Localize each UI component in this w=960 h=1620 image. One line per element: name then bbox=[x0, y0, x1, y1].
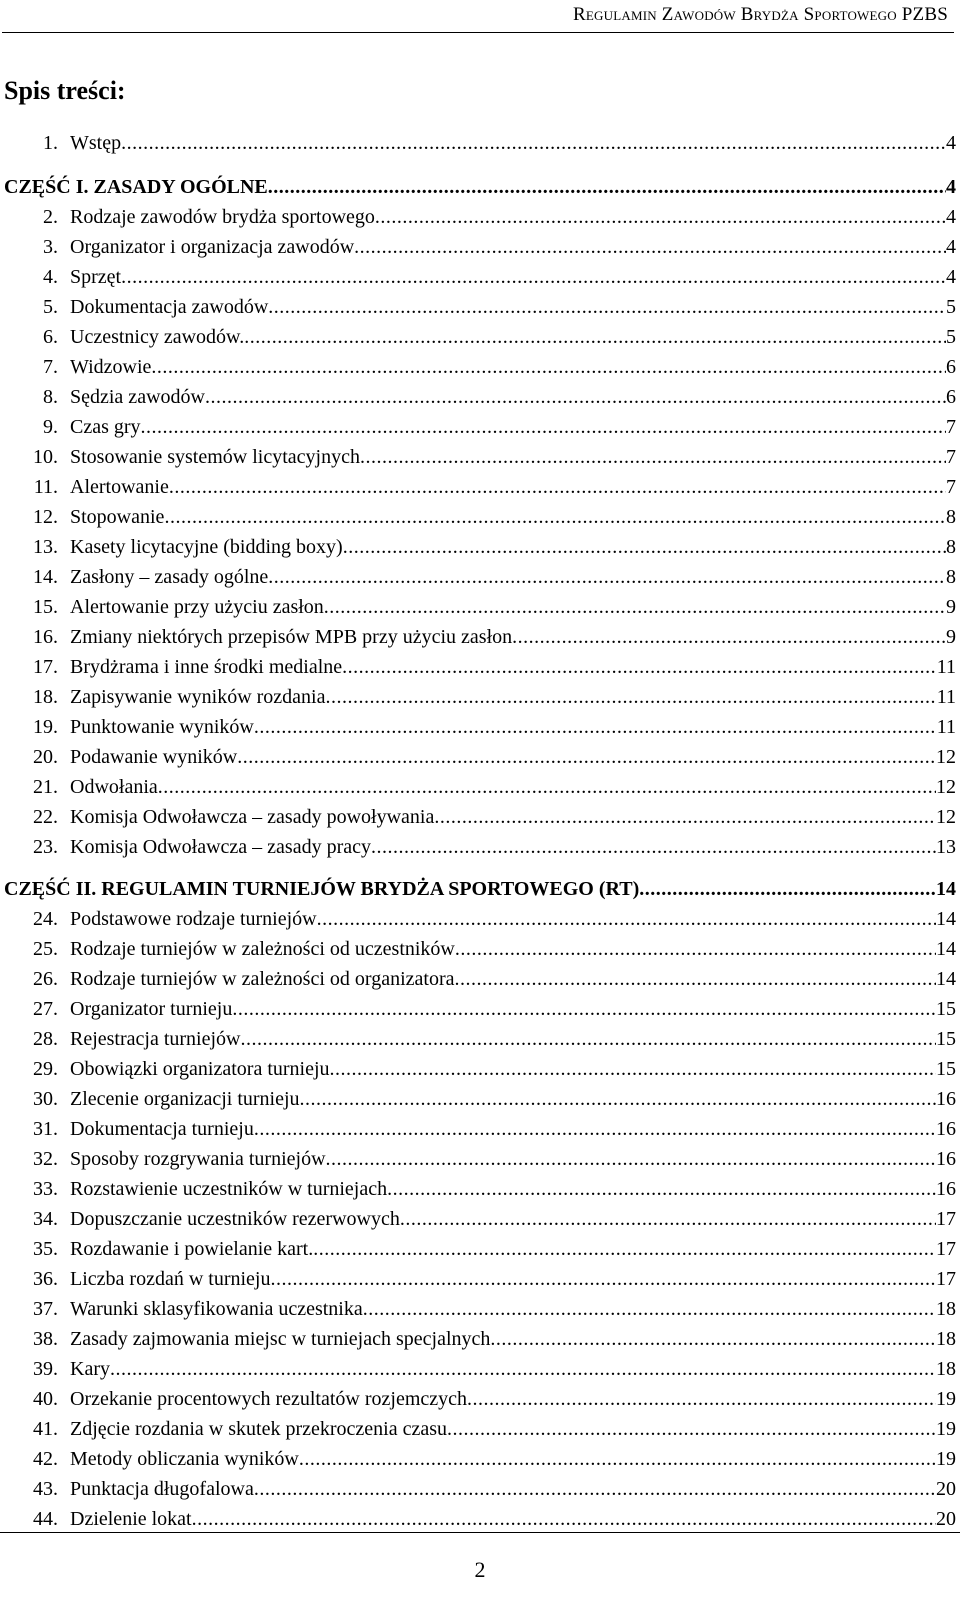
toc-entry-title bbox=[4, 472, 169, 502]
toc-page-number: 14 bbox=[936, 908, 956, 930]
toc-page-number: 8 bbox=[946, 506, 956, 528]
toc-entry-title bbox=[4, 202, 375, 232]
toc-entry-title bbox=[4, 532, 343, 562]
toc-entry-text: Podawanie wyników bbox=[70, 746, 238, 768]
toc-entry[interactable] bbox=[4, 442, 956, 472]
toc-entry-number: 30. bbox=[33, 1088, 58, 1110]
toc-entry-number: 41. bbox=[33, 1418, 58, 1440]
dot-leader bbox=[447, 1414, 936, 1444]
toc-entry-text: Rodzaje zawodów brydża sportowego bbox=[70, 206, 375, 228]
dot-leader bbox=[387, 1174, 936, 1204]
toc-entry[interactable] bbox=[4, 1024, 956, 1054]
toc-entry[interactable] bbox=[4, 832, 956, 862]
toc-entry-text: Rodzaje turniejów w zależności od uczestników bbox=[70, 938, 455, 960]
dot-leader bbox=[354, 232, 946, 262]
dot-leader bbox=[434, 802, 936, 832]
toc-part-heading[interactable] bbox=[4, 874, 956, 904]
dot-leader bbox=[205, 382, 946, 412]
toc-page-number: 11 bbox=[936, 716, 956, 738]
dot-leader bbox=[343, 532, 946, 562]
dot-leader bbox=[151, 352, 946, 382]
toc-entry-number: 16. bbox=[33, 626, 58, 648]
toc-entry[interactable] bbox=[4, 964, 956, 994]
toc-page-number: 9 bbox=[946, 626, 956, 648]
toc-entry[interactable] bbox=[4, 1354, 956, 1384]
toc-entry-title bbox=[4, 1114, 254, 1144]
toc-entry[interactable] bbox=[4, 1234, 956, 1264]
toc-entry-text: Stosowanie systemów licytacyjnych bbox=[70, 446, 360, 468]
toc-entry-number: 4. bbox=[43, 266, 58, 288]
toc-page-number: 14 bbox=[936, 878, 956, 900]
toc-page-number: 17 bbox=[936, 1208, 956, 1230]
dot-leader bbox=[455, 934, 936, 964]
toc-entry[interactable] bbox=[4, 262, 956, 292]
toc-entry-title bbox=[4, 562, 268, 592]
toc-entry-number: 6. bbox=[43, 326, 58, 348]
dot-leader bbox=[400, 1204, 936, 1234]
toc-entry-text: Liczba rozdań w turnieju bbox=[70, 1268, 271, 1290]
dot-leader bbox=[268, 172, 946, 202]
toc-entry-title bbox=[4, 712, 254, 742]
toc-entry-title bbox=[4, 128, 121, 158]
toc-entry[interactable] bbox=[4, 712, 956, 742]
toc-entry-text: Alertowanie bbox=[70, 476, 169, 498]
toc-entry[interactable] bbox=[4, 802, 956, 832]
toc-entry-number: 17. bbox=[33, 656, 58, 678]
dot-leader bbox=[467, 1384, 936, 1414]
toc-entry-title bbox=[4, 802, 434, 832]
toc-entry-text: Orzekanie procentowych rezultatów rozjemczych bbox=[70, 1388, 468, 1410]
toc-entry-number: 28. bbox=[33, 1028, 58, 1050]
toc-page-number: 11 bbox=[936, 686, 956, 708]
toc-entry-text: Odwołania bbox=[70, 776, 158, 798]
toc-page-number: 19 bbox=[936, 1418, 956, 1440]
toc-entry-title bbox=[4, 874, 639, 904]
toc-page-number: 12 bbox=[936, 776, 956, 798]
toc-page-number: 14 bbox=[936, 938, 956, 960]
toc-entry-title bbox=[4, 1204, 400, 1234]
dot-leader bbox=[268, 562, 946, 592]
toc-entry-text: Warunki sklasyfikowania uczestnika bbox=[70, 1298, 363, 1320]
toc-page-number: 17 bbox=[936, 1268, 956, 1290]
toc-entry[interactable] bbox=[4, 502, 956, 532]
toc-entry-title bbox=[4, 232, 354, 262]
toc-entry-number: 13. bbox=[33, 536, 58, 558]
toc-entry-text: Czas gry bbox=[70, 416, 141, 438]
dot-leader bbox=[164, 502, 946, 532]
toc-entry-title bbox=[4, 1414, 447, 1444]
toc-entry-title bbox=[4, 1024, 241, 1054]
toc-page-number: 4 bbox=[946, 132, 956, 154]
toc-entry-text: Obowiązki organizatora turnieju bbox=[70, 1058, 330, 1080]
toc-entry-title bbox=[4, 1174, 387, 1204]
toc-entry[interactable] bbox=[4, 1384, 956, 1414]
toc-entry[interactable] bbox=[4, 322, 956, 352]
dot-leader bbox=[141, 412, 946, 442]
dot-leader bbox=[325, 682, 936, 712]
toc-entry-text: Zasady zajmowania miejsc w turniejach specjalnych bbox=[70, 1328, 491, 1350]
dot-leader bbox=[299, 1444, 936, 1474]
toc-page-number: 20 bbox=[936, 1508, 956, 1530]
toc-entry-title bbox=[4, 964, 454, 994]
toc-entry-number: 36. bbox=[33, 1268, 58, 1290]
toc-entry-text: Organizator turnieju bbox=[70, 998, 233, 1020]
toc-page-number: 16 bbox=[936, 1118, 956, 1140]
toc-entry-text: Uczestnicy zawodów. bbox=[70, 326, 245, 348]
table-of-contents bbox=[4, 128, 956, 1534]
toc-entry[interactable] bbox=[4, 1504, 956, 1534]
toc-entry[interactable] bbox=[4, 1414, 956, 1444]
toc-entry-title bbox=[4, 1054, 330, 1084]
toc-entry[interactable] bbox=[4, 1324, 956, 1354]
toc-entry-number: 1. bbox=[43, 132, 58, 154]
toc-page-number: 18 bbox=[936, 1298, 956, 1320]
toc-entry[interactable] bbox=[4, 994, 956, 1024]
toc-entry-text: Zdjęcie rozdania w skutek przekroczenia czasu bbox=[70, 1418, 448, 1440]
dot-leader bbox=[121, 262, 946, 292]
toc-entry-number: 33. bbox=[33, 1178, 58, 1200]
footer-rule bbox=[0, 1532, 960, 1533]
toc-entry-title bbox=[4, 382, 205, 412]
toc-entry[interactable] bbox=[4, 1444, 956, 1474]
toc-entry-text: CZĘŚĆ II. REGULAMIN TURNIEJÓW BRYDŻA SPORTOWEGO (RT) bbox=[4, 878, 640, 900]
toc-page-number: 6 bbox=[946, 386, 956, 408]
toc-entry-number: 19. bbox=[33, 716, 58, 738]
toc-entry-title bbox=[4, 994, 232, 1024]
page-number: 2 bbox=[474, 1557, 486, 1582]
toc-entry[interactable] bbox=[4, 292, 956, 322]
running-header: Regulamin Zawodów Brydża Sportowego PZBS bbox=[573, 4, 948, 25]
toc-page-number: 18 bbox=[936, 1358, 956, 1380]
toc-page-number: 6 bbox=[946, 356, 956, 378]
dot-leader bbox=[232, 994, 936, 1024]
toc-entry-text: Dokumentacja turnieju bbox=[70, 1118, 254, 1140]
toc-entry-title bbox=[4, 682, 325, 712]
toc-entry-text: Metody obliczania wyników bbox=[70, 1448, 299, 1470]
toc-entry-number: 42. bbox=[33, 1448, 58, 1470]
toc-entry-title bbox=[4, 1264, 270, 1294]
toc-entry[interactable] bbox=[4, 128, 956, 172]
toc-entry-number: 37. bbox=[33, 1298, 58, 1320]
toc-entry[interactable] bbox=[4, 412, 956, 442]
dot-leader bbox=[192, 1504, 936, 1534]
dot-leader bbox=[268, 292, 946, 322]
toc-entry-number: 3. bbox=[43, 236, 58, 258]
toc-entry-title bbox=[4, 622, 512, 652]
toc-entry-text: Rejestracja turniejów bbox=[70, 1028, 241, 1050]
dot-leader bbox=[270, 1264, 936, 1294]
toc-entry[interactable] bbox=[4, 934, 956, 964]
toc-entry-title bbox=[4, 262, 121, 292]
toc-page-number: 11 bbox=[936, 656, 956, 678]
toc-entry-text: Sędzia zawodów bbox=[70, 386, 205, 408]
dot-leader bbox=[237, 742, 936, 772]
toc-entry-text: Punktowanie wyników bbox=[70, 716, 254, 738]
toc-entry-number: 12. bbox=[33, 506, 58, 528]
toc-entry-text: Punktacja długofalowa bbox=[70, 1478, 254, 1500]
toc-entry-title bbox=[4, 1144, 326, 1174]
toc-part-heading[interactable] bbox=[4, 172, 956, 202]
dot-leader bbox=[110, 1354, 936, 1384]
toc-entry-title bbox=[4, 292, 268, 322]
toc-entry-title bbox=[4, 832, 371, 862]
dot-leader bbox=[244, 322, 946, 352]
toc-entry-title bbox=[4, 352, 151, 382]
toc-entry-text: Zapisywanie wyników rozdania bbox=[70, 686, 326, 708]
toc-entry-title bbox=[4, 1384, 467, 1414]
toc-entry-number: 14. bbox=[33, 566, 58, 588]
toc-entry-title bbox=[4, 742, 237, 772]
toc-entry-number: 27. bbox=[33, 998, 58, 1020]
toc-entry[interactable] bbox=[4, 682, 956, 712]
toc-page-number: 15 bbox=[936, 998, 956, 1020]
toc-entry[interactable] bbox=[4, 652, 956, 682]
toc-page-number: 15 bbox=[936, 1058, 956, 1080]
dot-leader bbox=[317, 904, 936, 934]
toc-entry-number: 35. bbox=[33, 1238, 58, 1260]
dot-leader bbox=[300, 1084, 936, 1114]
toc-entry[interactable] bbox=[4, 382, 956, 412]
dot-leader bbox=[342, 652, 937, 682]
toc-entry-number: 44. bbox=[33, 1508, 58, 1530]
toc-page-number: 12 bbox=[936, 806, 956, 828]
dot-leader bbox=[324, 592, 946, 622]
toc-entry-text: Sprzęt bbox=[70, 266, 122, 288]
toc-entry[interactable] bbox=[4, 562, 956, 592]
toc-entry-text: Podstawowe rodzaje turniejów bbox=[70, 908, 317, 930]
toc-entry[interactable] bbox=[4, 532, 956, 562]
toc-entry-title bbox=[4, 1474, 254, 1504]
toc-entry-title bbox=[4, 1504, 192, 1534]
toc-entry-text: Rozstawienie uczestników w turniejach bbox=[70, 1178, 388, 1200]
toc-entry-number: 15. bbox=[33, 596, 58, 618]
toc-entry-number: 26. bbox=[33, 968, 58, 990]
toc-page-number: 7 bbox=[946, 476, 956, 498]
toc-entry-text: Komisja Odwoławcza – zasady powoływania bbox=[70, 806, 435, 828]
toc-entry[interactable] bbox=[4, 352, 956, 382]
dot-leader bbox=[326, 1144, 936, 1174]
toc-entry[interactable] bbox=[4, 1174, 956, 1204]
toc-entry[interactable] bbox=[4, 1294, 956, 1324]
dot-leader bbox=[363, 1294, 936, 1324]
dot-leader bbox=[254, 712, 937, 742]
toc-page-number: 13 bbox=[936, 836, 956, 858]
toc-page-number: 4 bbox=[946, 206, 956, 228]
dot-leader bbox=[330, 1054, 936, 1084]
toc-entry[interactable] bbox=[4, 742, 956, 772]
toc-page-number: 20 bbox=[936, 1478, 956, 1500]
toc-page-number: 8 bbox=[946, 566, 956, 588]
toc-entry[interactable] bbox=[4, 622, 956, 652]
toc-entry-text: Zmiany niektórych przepisów MPB przy użyciu zasłon bbox=[70, 626, 513, 648]
toc-entry[interactable] bbox=[4, 1264, 956, 1294]
toc-entry-number: 32. bbox=[33, 1148, 58, 1170]
toc-page-number: 5 bbox=[946, 296, 956, 318]
toc-entry-text: Rodzaje turniejów w zależności od organizatora bbox=[70, 968, 455, 990]
toc-entry-title bbox=[4, 172, 268, 202]
toc-page-number: 19 bbox=[936, 1448, 956, 1470]
toc-entry-text: CZĘŚĆ I. ZASADY OGÓLNE bbox=[4, 176, 268, 198]
toc-entry-title bbox=[4, 1354, 110, 1384]
toc-entry-number: 38. bbox=[33, 1328, 58, 1350]
dot-leader bbox=[490, 1324, 936, 1354]
toc-entry-number: 24. bbox=[33, 908, 58, 930]
toc-page-number: 4 bbox=[946, 176, 956, 198]
toc-entry-number: 20. bbox=[33, 746, 58, 768]
dot-leader bbox=[375, 202, 946, 232]
toc-entry[interactable] bbox=[4, 1114, 956, 1144]
toc-entry-number: 31. bbox=[33, 1118, 58, 1140]
toc-entry-number: 39. bbox=[33, 1358, 58, 1380]
toc-entry-title bbox=[4, 1444, 299, 1474]
toc-page-number: 8 bbox=[946, 536, 956, 558]
dot-leader bbox=[639, 874, 936, 904]
dot-leader bbox=[169, 472, 946, 502]
toc-entry[interactable] bbox=[4, 772, 956, 802]
toc-entry-text: Zasłony – zasady ogólne bbox=[70, 566, 269, 588]
toc-entry-number: 43. bbox=[33, 1478, 58, 1500]
toc-entry-title bbox=[4, 1084, 300, 1114]
toc-entry-number: 2. bbox=[43, 206, 58, 228]
toc-entry-number: 10. bbox=[33, 446, 58, 468]
toc-page-number: 16 bbox=[936, 1148, 956, 1170]
toc-entry[interactable] bbox=[4, 1474, 956, 1504]
toc-entry[interactable] bbox=[4, 1054, 956, 1084]
toc-entry-number: 29. bbox=[33, 1058, 58, 1080]
toc-entry-text: Organizator i organizacja zawodów bbox=[70, 236, 355, 258]
toc-page-number: 17 bbox=[936, 1238, 956, 1260]
toc-page-number: 9 bbox=[946, 596, 956, 618]
dot-leader bbox=[254, 1114, 936, 1144]
toc-page-number: 16 bbox=[936, 1088, 956, 1110]
toc-entry-text: Komisja Odwoławcza – zasady pracy bbox=[70, 836, 371, 858]
toc-entry-title bbox=[4, 772, 158, 802]
toc-entry-number: 21. bbox=[33, 776, 58, 798]
toc-entry-number: 8. bbox=[43, 386, 58, 408]
toc-entry-title bbox=[4, 652, 342, 682]
toc-entry[interactable] bbox=[4, 592, 956, 622]
toc-entry-number: 9. bbox=[43, 416, 58, 438]
toc-page-number: 14 bbox=[936, 968, 956, 990]
dot-leader bbox=[254, 1474, 936, 1504]
toc-page-number: 7 bbox=[946, 416, 956, 438]
toc-entry-number: 34. bbox=[33, 1208, 58, 1230]
toc-entry-text: Wstęp bbox=[70, 132, 122, 154]
dot-leader bbox=[158, 772, 936, 802]
toc-entry-title bbox=[4, 1294, 363, 1324]
toc-page-number: 16 bbox=[936, 1178, 956, 1200]
toc-entry-title bbox=[4, 1234, 313, 1264]
toc-entry-title bbox=[4, 934, 455, 964]
toc-entry-number: 22. bbox=[33, 806, 58, 828]
header-rule bbox=[2, 32, 954, 33]
toc-entry-title bbox=[4, 502, 164, 532]
toc-entry-number: 5. bbox=[43, 296, 58, 318]
toc-page-number: 15 bbox=[936, 1028, 956, 1050]
toc-entry-title bbox=[4, 592, 324, 622]
toc-page-number: 19 bbox=[936, 1388, 956, 1410]
toc-entry-text: Widzowie bbox=[70, 356, 152, 378]
toc-page-number: 4 bbox=[946, 266, 956, 288]
toc-entry-number: 11. bbox=[33, 476, 58, 498]
toc-entry-title bbox=[4, 322, 244, 352]
toc-entry[interactable] bbox=[4, 1144, 956, 1174]
toc-entry-text: Stopowanie bbox=[70, 506, 165, 528]
toc-entry-number: 18. bbox=[33, 686, 58, 708]
toc-entry-text: Brydżrama i inne środki medialne bbox=[70, 656, 343, 678]
dot-leader bbox=[360, 442, 946, 472]
dot-leader bbox=[241, 1024, 937, 1054]
toc-entry-text: Dopuszczanie uczestników rezerwowych bbox=[70, 1208, 400, 1230]
toc-entry-text: Alertowanie przy użyciu zasłon bbox=[70, 596, 324, 618]
toc-entry-text: Rozdawanie i powielanie kart. bbox=[70, 1238, 314, 1260]
toc-page-number: 5 bbox=[946, 326, 956, 348]
toc-entry[interactable] bbox=[4, 1084, 956, 1114]
toc-entry-number: 23. bbox=[33, 836, 58, 858]
toc-entry-text: Kary bbox=[70, 1358, 110, 1380]
dot-leader bbox=[371, 832, 936, 862]
toc-entry-text: Dokumentacja zawodów bbox=[70, 296, 269, 318]
dot-leader bbox=[512, 622, 946, 652]
toc-page-number: 12 bbox=[936, 746, 956, 768]
toc-entry-number: 7. bbox=[43, 356, 58, 378]
toc-entry[interactable] bbox=[4, 1204, 956, 1234]
toc-entry-text: Sposoby rozgrywania turniejów bbox=[70, 1148, 326, 1170]
toc-entry-text: Zlecenie organizacji turnieju bbox=[70, 1088, 300, 1110]
toc-page-number: 4 bbox=[946, 236, 956, 258]
toc-entry-text: Kasety licytacyjne (bidding boxy) bbox=[70, 536, 343, 558]
toc-entry-title bbox=[4, 1324, 490, 1354]
toc-page-number: 7 bbox=[946, 446, 956, 468]
dot-leader bbox=[454, 964, 936, 994]
toc-entry-number: 25. bbox=[33, 938, 58, 960]
toc-entry-title bbox=[4, 412, 141, 442]
toc-entry-number: 40. bbox=[33, 1388, 58, 1410]
toc-entry-title bbox=[4, 904, 317, 934]
dot-leader bbox=[313, 1234, 936, 1264]
toc-entry-text: Dzielenie lokat bbox=[70, 1508, 192, 1530]
toc-entry[interactable] bbox=[4, 472, 956, 502]
toc-entry[interactable] bbox=[4, 232, 956, 262]
toc-entry-title bbox=[4, 442, 360, 472]
dot-leader bbox=[121, 128, 946, 158]
toc-entry[interactable] bbox=[4, 202, 956, 232]
toc-title: Spis treści: bbox=[4, 76, 126, 105]
toc-entry[interactable] bbox=[4, 904, 956, 934]
toc-page-number: 18 bbox=[936, 1328, 956, 1350]
